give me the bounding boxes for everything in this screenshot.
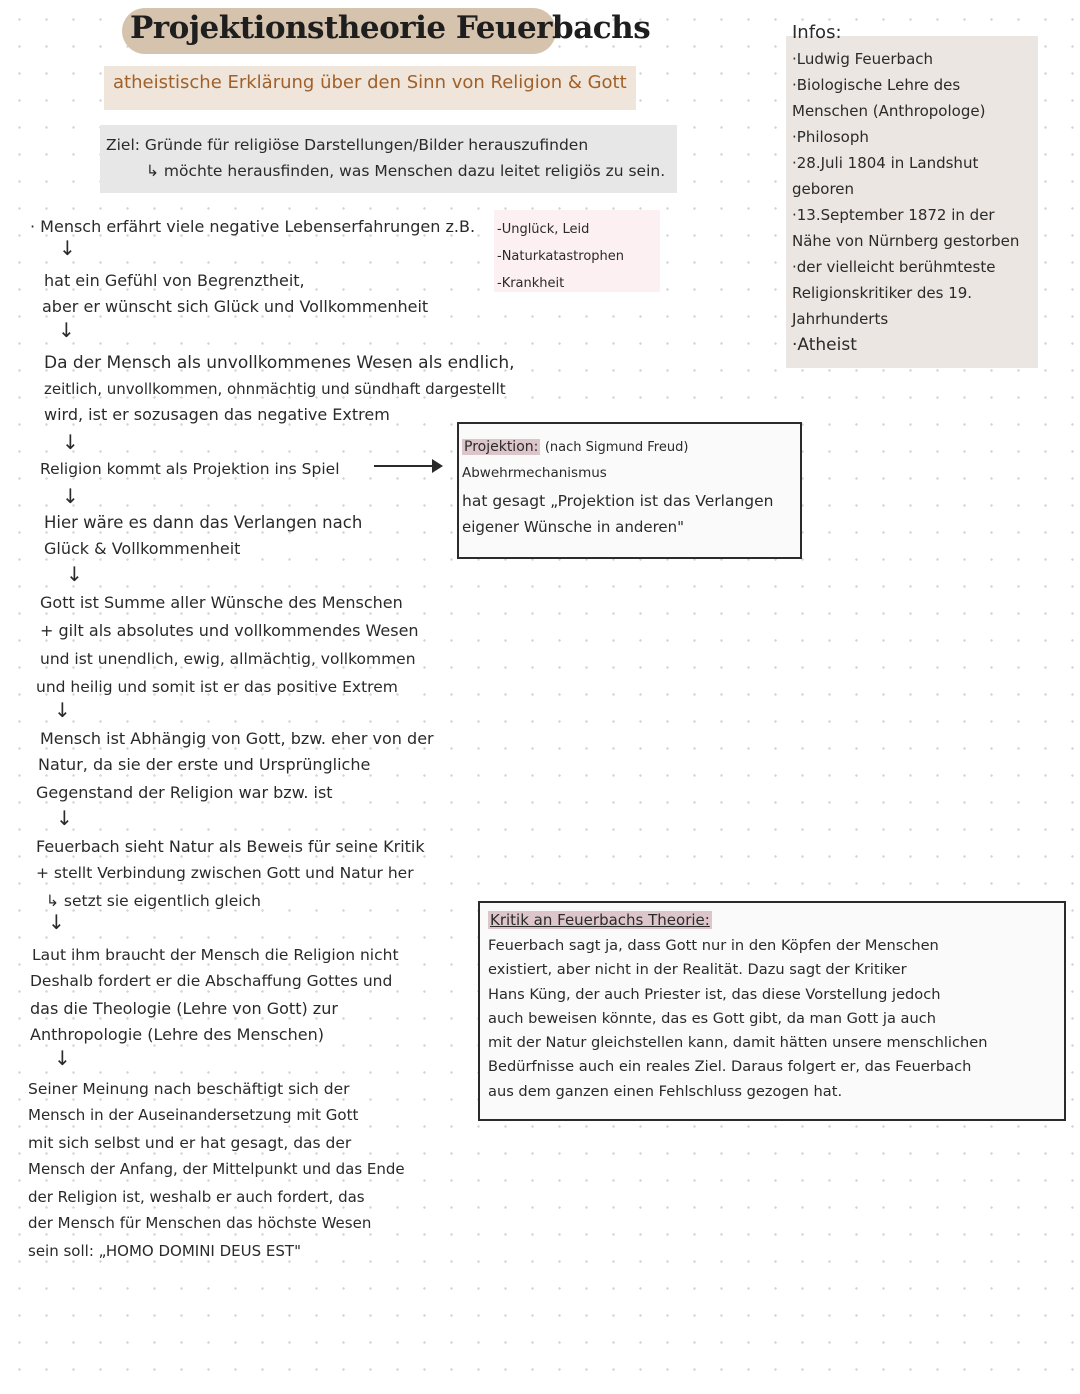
info-item: ·Biologische Lehre des bbox=[792, 76, 961, 94]
flow-step-8-line: + stellt Verbindung zwischen Gott und Natur her bbox=[36, 864, 414, 882]
right-arrow-line bbox=[374, 465, 434, 467]
flow-step-10-line: sein soll: „HOMO DOMINI DEUS EST" bbox=[28, 1242, 301, 1260]
page-title: Projektionstheorie Feuerbachs bbox=[130, 10, 651, 46]
flow-step-9-line: Laut ihm braucht der Mensch die Religion nicht bbox=[32, 946, 399, 964]
flow-step-10-line: Mensch der Anfang, der Mittelpunkt und das Ende bbox=[28, 1160, 405, 1178]
flow-step-8-line: ↳ setzt sie eigentlich gleich bbox=[46, 892, 261, 910]
flow-step-3-line: Da der Mensch als unvollkommenes Wesen als endlich, bbox=[44, 353, 515, 373]
critique-heading: Kritik an Feuerbachs Theorie: bbox=[490, 911, 710, 929]
projection-line: hat gesagt „Projektion ist das Verlangen bbox=[462, 492, 774, 510]
critique-line: existiert, aber nicht in der Realität. Dazu sagt der Kritiker bbox=[488, 961, 907, 979]
info-item: ·Philosoph bbox=[792, 128, 869, 146]
page-subtitle: atheistische Erklärung über den Sinn von Religion & Gott bbox=[113, 72, 627, 93]
critique-line: Feuerbach sagt ja, dass Gott nur in den Köpfen der Menschen bbox=[488, 937, 939, 954]
flow-step-7-line: Mensch ist Abhängig von Gott, bzw. eher von der bbox=[40, 729, 434, 748]
info-item: geboren bbox=[792, 180, 855, 198]
projection-title bbox=[462, 434, 688, 461]
goal-line-2: ↳ möchte herausfinden, was Menschen dazu leitet religiös zu sein. bbox=[146, 162, 666, 180]
info-item: Religionskritiker des 19. bbox=[792, 284, 973, 302]
goal-line-1: Ziel: Gründe für religiöse Darstellungen/Bilder herauszufinden bbox=[106, 136, 589, 154]
projection-label: Projektion: bbox=[464, 439, 539, 455]
critique-text bbox=[488, 934, 987, 1104]
info-heading: Infos: bbox=[792, 22, 842, 43]
flow-step-10-line: der Mensch für Menschen das höchste Wesen bbox=[28, 1214, 372, 1232]
down-arrow-icon: ↓ bbox=[62, 484, 79, 508]
flow-step-3-line: zeitlich, unvollkommen, ohnmächtig und sündhaft dargestellt bbox=[44, 380, 506, 398]
flow-step-7-line: Gegenstand der Religion war bzw. ist bbox=[36, 783, 333, 802]
flow-step-6-line: und ist unendlich, ewig, allmächtig, vollkommen bbox=[40, 650, 416, 668]
projection-line: eigener Wünsche in anderen" bbox=[462, 518, 685, 536]
down-arrow-icon: ↓ bbox=[66, 562, 83, 586]
info-item: ·13.September 1872 in der bbox=[792, 206, 995, 224]
flow-step-9-line: Anthropologie (Lehre des Menschen) bbox=[30, 1025, 324, 1044]
right-arrow-icon bbox=[432, 459, 443, 473]
flow-step-10-line: Seiner Meinung nach beschäftigt sich der bbox=[28, 1080, 350, 1098]
flow-step-10-line: der Religion ist, weshalb er auch fordert, das bbox=[28, 1188, 365, 1206]
critique-line: auch beweisen könnte, das es Gott gibt, da man Gott ja auch bbox=[488, 1009, 937, 1027]
flow-step-6-line: + gilt als absolutes und vollkommendes Wesen bbox=[40, 621, 419, 640]
info-item: Nähe von Nürnberg gestorben bbox=[792, 232, 1020, 250]
flow-step-5-line: Glück & Vollkommenheit bbox=[44, 539, 241, 558]
down-arrow-icon: ↓ bbox=[62, 430, 79, 454]
info-list bbox=[792, 20, 1019, 358]
projection-line: Abwehrmechanismus bbox=[462, 465, 607, 481]
down-arrow-icon: ↓ bbox=[48, 910, 65, 934]
example-item: -Unglück, Leid bbox=[497, 222, 590, 237]
down-arrow-icon: ↓ bbox=[58, 318, 75, 342]
info-item: ·28.Juli 1804 in Landshut bbox=[792, 154, 979, 172]
flow-step-4: Religion kommt als Projektion ins Spiel bbox=[40, 460, 340, 478]
critique-line: Bedürfnisse auch ein reales Ziel. Daraus folgert er, das Feuerbach bbox=[488, 1058, 972, 1076]
flow-step-2-line: aber er wünscht sich Glück und Vollkommenheit bbox=[42, 297, 429, 316]
example-item: -Krankheit bbox=[497, 276, 565, 291]
flow-step-10-line: mit sich selbst und er hat gesagt, das der bbox=[28, 1134, 352, 1152]
example-item: -Naturkatastrophen bbox=[497, 249, 625, 264]
flow-step-10-line: Mensch in der Auseinandersetzung mit Gott bbox=[28, 1106, 359, 1124]
critique-line: aus dem ganzen einen Fehlschluss gezogen hat. bbox=[488, 1082, 843, 1100]
down-arrow-icon: ↓ bbox=[54, 1046, 71, 1070]
flow-step-2-line: hat ein Gefühl von Begrenztheit, bbox=[44, 271, 305, 290]
flow-step-6-line: Gott ist Summe aller Wünsche des Menschen bbox=[40, 593, 403, 612]
critique-line: mit der Natur gleichstellen kann, damit hätten unsere menschlichen bbox=[488, 1034, 988, 1052]
flow-step-5-line: Hier wäre es dann das Verlangen nach bbox=[44, 513, 363, 532]
projection-source: (nach Sigmund Freud) bbox=[544, 440, 689, 455]
flow-step-9-line: Deshalb fordert er die Abschaffung Gottes und bbox=[30, 972, 393, 990]
critique-line: Hans Küng, der auch Priester ist, das diese Vorstellung jedoch bbox=[488, 985, 941, 1003]
down-arrow-icon: ↓ bbox=[54, 698, 71, 722]
flow-step-8-line: Feuerbach sieht Natur als Beweis für seine Kritik bbox=[36, 837, 425, 856]
down-arrow-icon: ↓ bbox=[56, 806, 73, 830]
info-item: ·Ludwig Feuerbach bbox=[792, 50, 934, 68]
info-item: Menschen (Anthropologe) bbox=[792, 102, 986, 120]
info-item: ·der vielleicht berühmteste bbox=[792, 258, 996, 276]
info-item: Jahrhunderts bbox=[792, 310, 889, 328]
flow-step-3-line: wird, ist er sozusagen das negative Extrem bbox=[44, 405, 390, 424]
flow-step-9-line: das die Theologie (Lehre von Gott) zur bbox=[30, 999, 338, 1018]
down-arrow-icon: ↓ bbox=[59, 236, 76, 260]
flow-step-7-line: Natur, da sie der erste und Ursprüngliche bbox=[38, 755, 371, 774]
flow-step-1: · Mensch erfährt viele negative Lebenserfahrungen z.B. bbox=[30, 217, 476, 236]
flow-step-6-line: und heilig und somit ist er das positive Extrem bbox=[36, 678, 398, 696]
info-item: ·Atheist bbox=[792, 335, 857, 355]
